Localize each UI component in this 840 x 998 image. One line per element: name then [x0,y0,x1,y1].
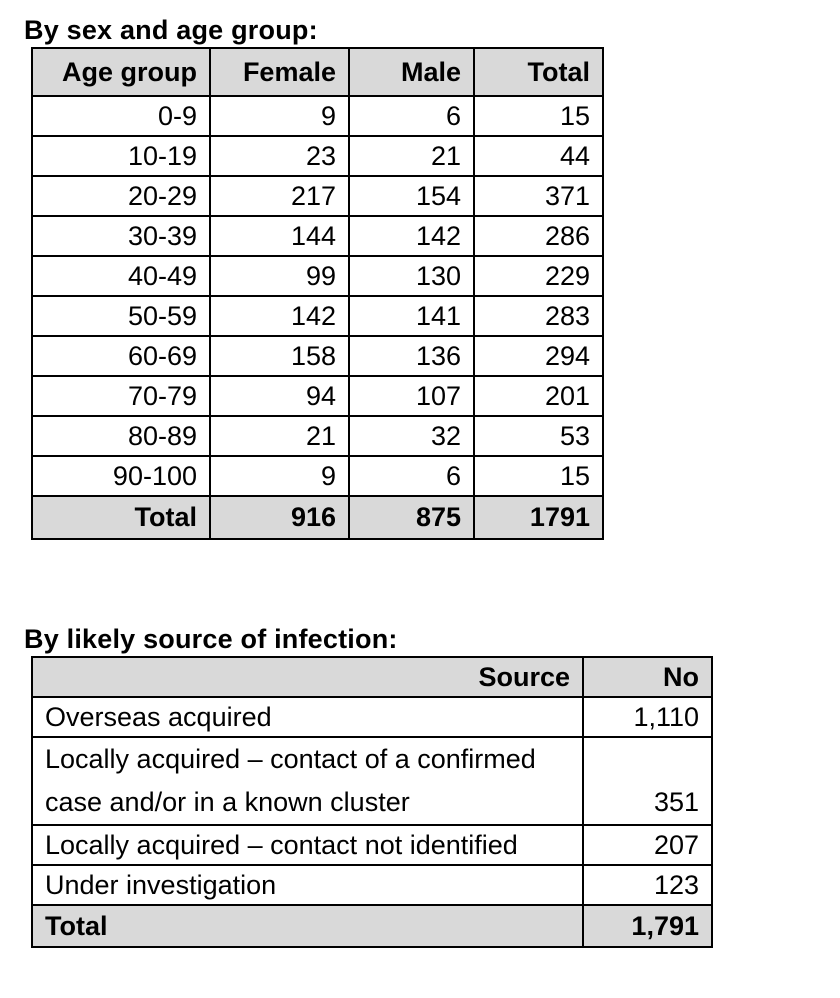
female-cell: 99 [210,256,349,296]
total-cell: 294 [474,336,603,376]
grand-total-cell: 1,791 [583,905,712,947]
section-title-source: By likely source of infection: [24,624,398,654]
table-row [32,825,712,865]
column-header-age-group: Age group [32,48,210,96]
count-cell: 1,110 [583,697,712,737]
table-row [32,96,603,136]
age-group-cell: 90-100 [32,456,210,496]
male-cell: 130 [349,256,474,296]
female-cell: 23 [210,136,349,176]
male-cell: 136 [349,336,474,376]
female-cell: 144 [210,216,349,256]
total-cell: 15 [474,96,603,136]
total-cell: 44 [474,136,603,176]
female-cell: 94 [210,376,349,416]
table-total-row [32,905,712,947]
female-cell: 217 [210,176,349,216]
infection-source-table [31,656,713,948]
male-total-cell: 875 [349,496,474,539]
male-cell: 6 [349,456,474,496]
male-cell: 21 [349,136,474,176]
total-cell: 229 [474,256,603,296]
total-label-cell: Total [32,496,210,539]
table-header-row [32,657,712,697]
section-title-sex-age: By sex and age group: [24,15,318,45]
age-group-cell: 60-69 [32,336,210,376]
age-group-cell: 20-29 [32,176,210,216]
female-cell: 142 [210,296,349,336]
table-row [32,256,603,296]
table-row [32,737,712,825]
source-line-2: case and/or in a known cluster [45,787,410,817]
source-line-1: Locally acquired – contact of a confirmed [45,744,536,774]
total-cell: 286 [474,216,603,256]
source-cell: Overseas acquired [32,697,583,737]
total-cell: 15 [474,456,603,496]
male-cell: 107 [349,376,474,416]
total-cell: 201 [474,376,603,416]
source-cell: Under investigation [32,865,583,905]
total-cell: 53 [474,416,603,456]
table-row [32,216,603,256]
grand-total-cell: 1791 [474,496,603,539]
count-cell: 207 [583,825,712,865]
column-header-source: Source [32,657,583,697]
age-group-cell: 70-79 [32,376,210,416]
column-header-total: Total [474,48,603,96]
age-group-cell: 80-89 [32,416,210,456]
female-cell: 9 [210,456,349,496]
age-group-cell: 50-59 [32,296,210,336]
total-label-cell: Total [32,905,583,947]
age-group-cell: 30-39 [32,216,210,256]
table-row [32,416,603,456]
age-group-cell: 10-19 [32,136,210,176]
count-cell: 351 [583,737,712,825]
female-total-cell: 916 [210,496,349,539]
male-cell: 141 [349,296,474,336]
source-cell [32,737,583,825]
female-cell: 21 [210,416,349,456]
table-row [32,296,603,336]
column-header-male: Male [349,48,474,96]
male-cell: 6 [349,96,474,136]
age-group-cell: 0-9 [32,96,210,136]
column-header-no: No [583,657,712,697]
table-row [32,865,712,905]
table-total-row [32,496,603,539]
female-cell: 9 [210,96,349,136]
table-row [32,176,603,216]
male-cell: 154 [349,176,474,216]
sex-age-table [31,47,604,540]
count-cell: 123 [583,865,712,905]
table-row [32,376,603,416]
table-row [32,136,603,176]
table-row [32,456,603,496]
male-cell: 32 [349,416,474,456]
table-header-row [32,48,603,96]
table-row [32,336,603,376]
column-header-female: Female [210,48,349,96]
total-cell: 371 [474,176,603,216]
table-row [32,697,712,737]
age-group-cell: 40-49 [32,256,210,296]
male-cell: 142 [349,216,474,256]
total-cell: 283 [474,296,603,336]
female-cell: 158 [210,336,349,376]
source-cell: Locally acquired – contact not identified [32,825,583,865]
